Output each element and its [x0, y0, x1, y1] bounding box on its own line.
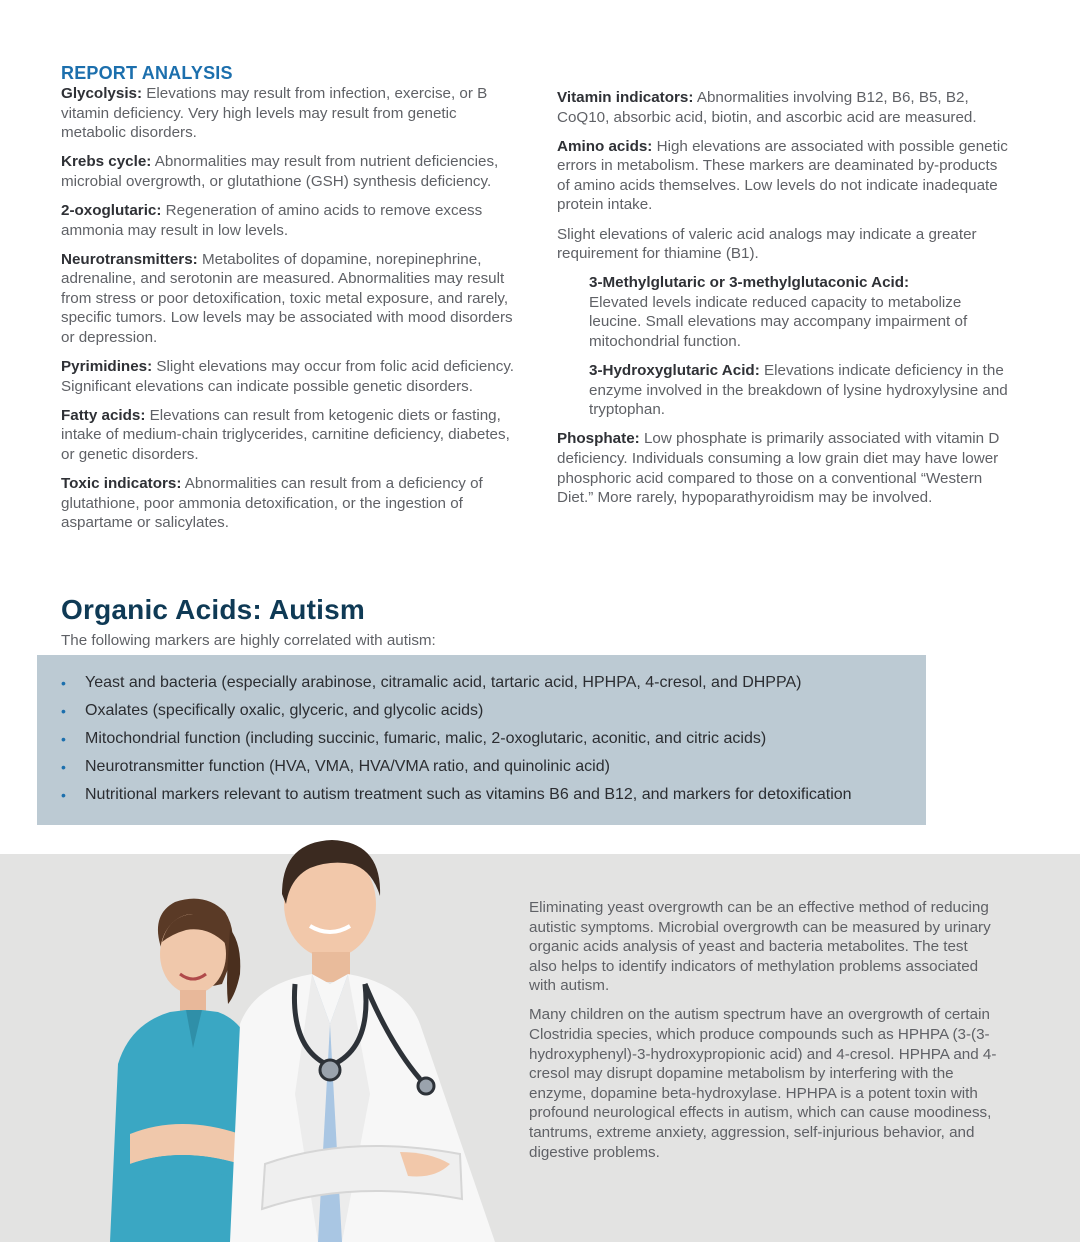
entry-text: Abnormalities can result from a deficiency of glutathione, poor ammonia detoxification, or the ingestion of aspartame or salicylates.	[61, 475, 483, 532]
entry-term: Krebs cycle:	[61, 153, 152, 171]
entry-text: Low phosphate is primarily associated with vitamin D deficiency. Individuals consuming a low grain diet may have lower phosphoric acid compared to those on a conventional “Western Diet.” More rarely, hypoparathyroidism may be involved.	[557, 430, 1000, 507]
list-item	[61, 700, 926, 728]
entry-text: Regeneration of amino acids to remove excess ammonia may result in low levels.	[61, 201, 483, 239]
entry-text: Abnormalities involving B12, B6, B5, B2, CoQ10, absorbic acid, biotin, and ascorbic acid are measured.	[557, 89, 977, 126]
bullet-icon: •	[61, 759, 66, 775]
autism-section-title: Organic Acids: Autism	[61, 594, 365, 625]
entry-term: 2-oxoglutaric:	[61, 201, 162, 219]
autism-description	[529, 898, 999, 1172]
entry-text: Abnormalities may result from nutrient deficiencies, microbial overgrowth, or glutathione (GSH) synthesis deficiency.	[61, 153, 499, 190]
bullet-icon: •	[61, 703, 66, 719]
entry-text: Elevated levels indicate reduced capacity to metabolize leucine. Small elevations may accompany impairment of mitochondrial function.	[589, 293, 968, 351]
bullet-icon: •	[61, 731, 66, 747]
entry-toxic-indicators	[61, 474, 521, 533]
entry-3-methylglutaric	[589, 273, 1012, 351]
list-item	[61, 784, 926, 812]
section-heading-report-analysis: REPORT ANALYSIS	[61, 63, 233, 83]
entry-pyrimidines	[61, 357, 521, 396]
entry-glycolysis	[61, 84, 521, 143]
marker-text: Mitochondrial function (including succinic, fumaric, malic, 2-oxoglutaric, aconitic, and citric acids)	[85, 730, 767, 747]
doctor-and-nurse-photo	[90, 834, 510, 1242]
entry-3-hydroxyglutaric	[589, 361, 1012, 420]
autism-paragraph-2: Many children on the autism spectrum have an overgrowth of certain Clostridia species, which produce compounds such as HPHPA (3-(3-hydroxyphenyl)-3-hydroxypropionic acid) and 4-cresol. HPHPA and 4-cresol may disrupt dopamine metabolism by interfering with the enzyme, dopamine beta-hydroxylase. HPHPA is a potent toxin with profound neurological effects in autism, which can cause moodiness, tantrums, extreme anxiety, aggression, self-injurious behavior, and digestive problems.	[529, 1006, 997, 1161]
entry-text: Slight elevations may occur from folic acid deficiency. Significant elevations can indicate possible genetic disorders.	[61, 358, 515, 395]
report-left-column	[61, 84, 521, 542]
entry-term: Neurotransmitters:	[61, 250, 198, 268]
entry-text: Elevations can result from ketogenic diets or fasting, intake of medium-chain triglycerides, carnitine deficiency, diabetes, or genetic disorders.	[61, 406, 510, 463]
entry-krebs-cycle	[61, 152, 521, 191]
bullet-icon: •	[61, 675, 66, 691]
bullet-icon: •	[61, 787, 66, 803]
entry-text: Elevations indicate deficiency in the enzyme involved in the breakdown of lysine hydroxylysine and tryptophan.	[589, 362, 1008, 419]
entry-term: Fatty acids:	[61, 406, 146, 424]
entry-term: Vitamin indicators:	[557, 89, 694, 106]
entry-text: Elevations may result from infection, exercise, or B vitamin deficiency. Very high levels may result from genetic metabolic disorders.	[61, 85, 488, 142]
entry-term: 3-Methylglutaric or 3-methylglutaconic Acid:	[589, 274, 910, 292]
entry-term: Pyrimidines:	[61, 358, 153, 376]
marker-text: Neurotransmitter function (HVA, VMA, HVA/VMA ratio, and quinolinic acid)	[85, 758, 610, 775]
marker-text: Nutritional markers relevant to autism treatment such as vitamins B6 and B12, and markers for detoxification	[85, 786, 852, 803]
entry-term: Amino acids:	[557, 137, 653, 155]
list-item	[61, 672, 926, 700]
autism-paragraph-1: Eliminating yeast overgrowth can be an effective method of reducing autistic symptoms. Microbial overgrowth can be measured by urinary organic acids analysis of yeast and bacteria metabolites. The test also helps to identify indicators of methylation problems associated with autism.	[529, 899, 991, 995]
doctor-figure	[230, 840, 495, 1242]
marker-text: Yeast and bacteria (especially arabinose, citramalic acid, tartaric acid, HPHPA, 4-cresol, and DHPPA)	[85, 674, 802, 691]
autism-markers-list	[37, 655, 926, 812]
entry-amino-acids	[557, 137, 1012, 215]
entry-term: 3-Hydroxyglutaric Acid:	[589, 362, 760, 380]
list-item	[61, 728, 926, 756]
list-item	[61, 756, 926, 784]
autism-intro-text: The following markers are highly correlated with autism:	[61, 632, 436, 649]
entry-2-oxoglutaric	[61, 201, 521, 240]
entry-term: Toxic indicators:	[61, 475, 182, 493]
entry-phosphate	[557, 429, 1012, 507]
entry-term: Phosphate:	[557, 430, 640, 448]
entry-fatty-acids	[61, 406, 521, 465]
entry-term: Glycolysis:	[61, 85, 143, 102]
marker-text: Oxalates (specifically oxalic, glyceric, and glycolic acids)	[85, 702, 484, 719]
entry-text: Metabolites of dopamine, norepinephrine, adrenaline, and serotonin are measured. Abnormalities may result from stress or poor detoxification, toxic metal exposure, and rarely, specific tumors. Low levels may be associated with mood disorders or depression.	[61, 250, 513, 347]
entry-neurotransmitters	[61, 250, 521, 348]
entry-valeric-acid: Slight elevations of valeric acid analogs may indicate a greater requirement for thiamine (B1).	[557, 225, 977, 263]
autism-markers-box	[37, 655, 926, 825]
entry-vitamin-indicators	[557, 88, 1012, 127]
entry-text: High elevations are associated with possible genetic errors in metabolism. These markers are deaminated by-products of amino acids themselves. Low levels do not indicate inadequate protein intake.	[557, 137, 1008, 214]
report-right-column	[557, 88, 1012, 517]
